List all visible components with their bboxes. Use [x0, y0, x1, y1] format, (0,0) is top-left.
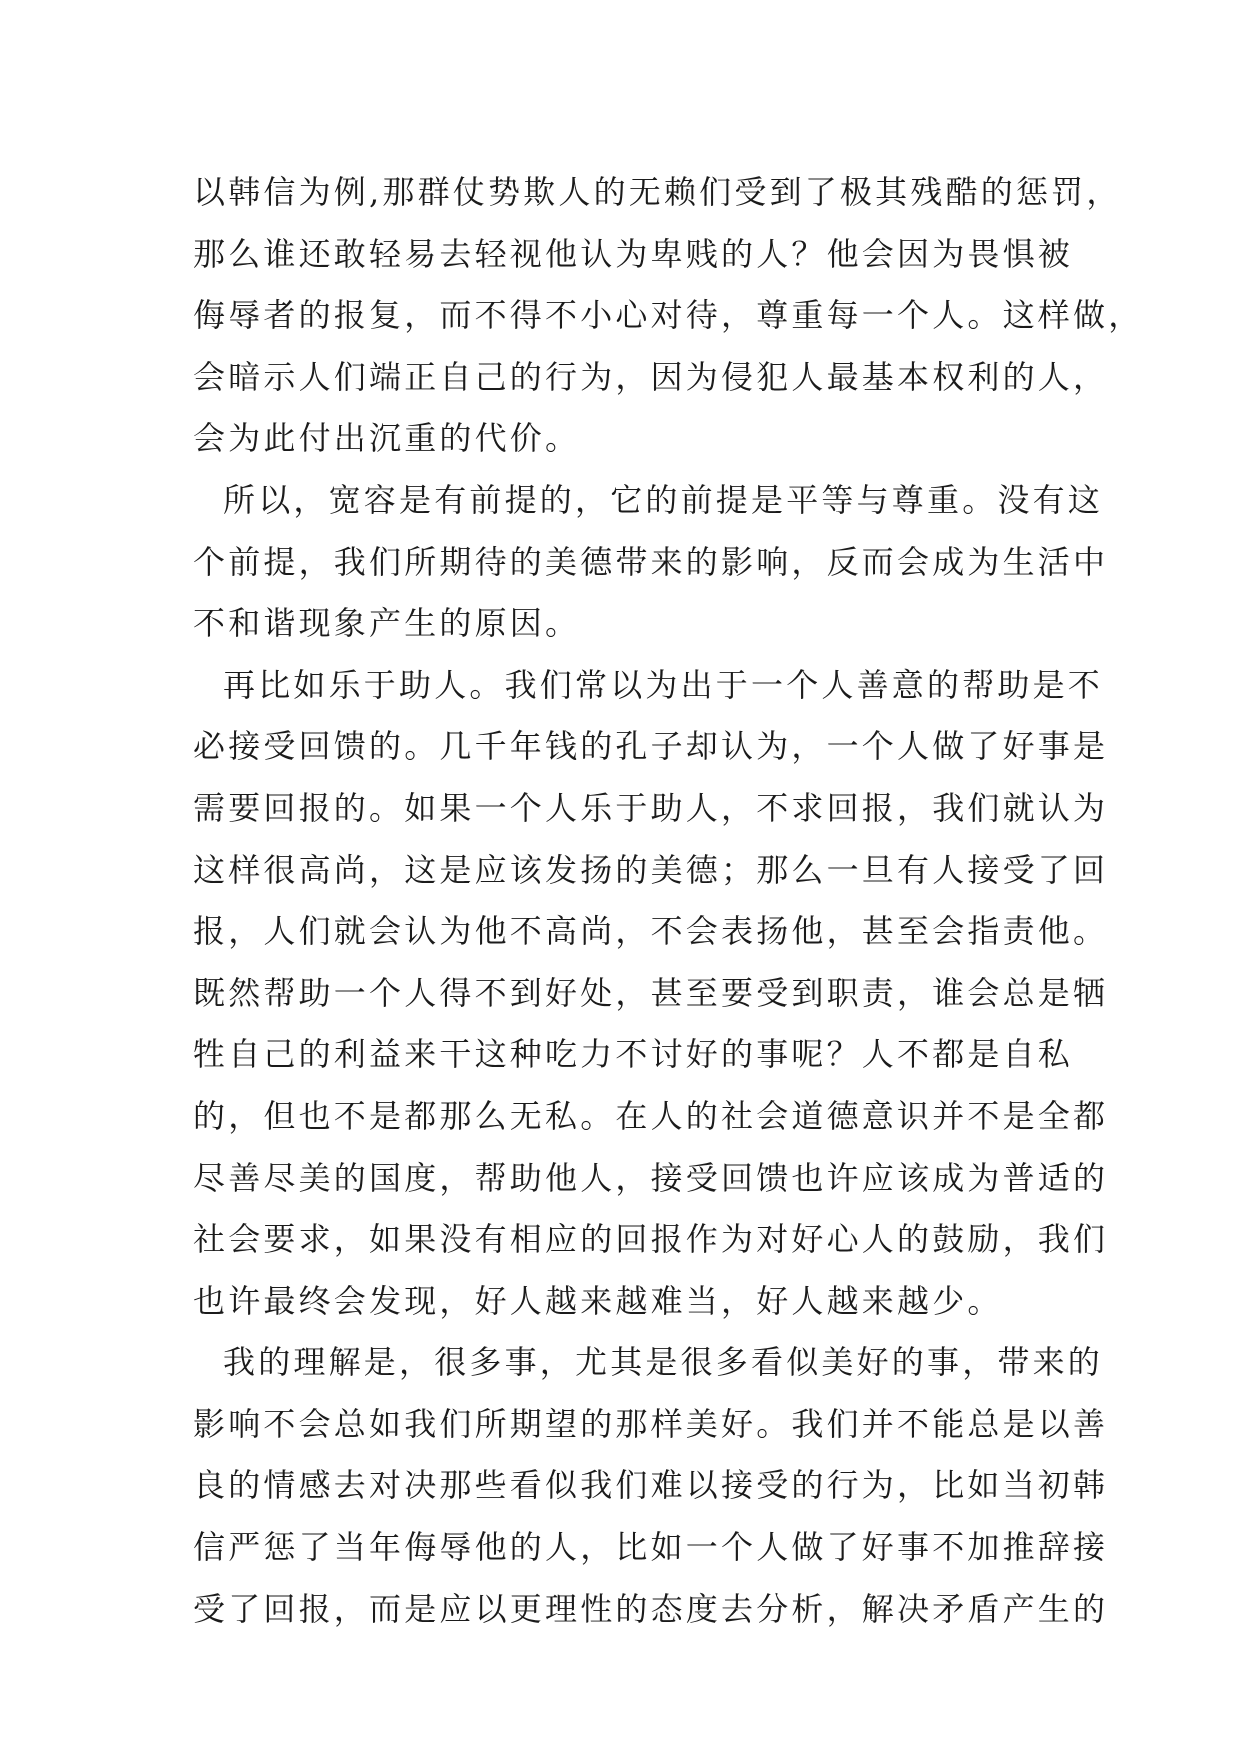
text-line: 我的理解是，很多事，尤其是很多看似美好的事，带来的 [223, 1343, 1104, 1382]
text-line: 会为此付出沉重的代价。 [193, 419, 581, 458]
text-line: 也许最终会发现，好人越来越难当，好人越来越少。 [193, 1281, 1003, 1320]
text-line: 尽善尽美的国度，帮助他人，接受回馈也许应该成为普适的 [193, 1158, 1109, 1197]
text-line: 既然帮助一个人得不到好处，甚至要受到职责，谁会总是牺 [193, 973, 1109, 1012]
text-line: 必接受回馈的。几千年钱的孔子却认为，一个人做了好事是 [193, 727, 1109, 766]
text-line: 牲自己的利益来干这种吃力不讨好的事呢？人不都是自私 [193, 1035, 1074, 1074]
text-line: 需要回报的。如果一个人乐于助人，不求回报，我们就认为 [193, 788, 1109, 827]
essay-text [193, 162, 1144, 1640]
text-line: 报，人们就会认为他不高尚，不会表扬他，甚至会指责他。 [193, 912, 1109, 951]
text-line: 良的情感去对决那些看似我们难以接受的行为，比如当初韩 [193, 1466, 1109, 1505]
text-line: 侮辱者的报复，而不得不小心对待，尊重每一个人。这样做， [193, 296, 1144, 335]
text-line: 再比如乐于助人。我们常以为出于一个人善意的帮助是不 [223, 665, 1104, 704]
text-line: 不和谐现象产生的原因。 [193, 604, 581, 643]
text-line: 的，但也不是都那么无私。在人的社会道德意识并不是全都 [193, 1096, 1109, 1135]
text-line: 会暗示人们端正自己的行为，因为侵犯人最基本权利的人， [193, 357, 1109, 396]
text-line: 所以，宽容是有前提的，它的前提是平等与尊重。没有这 [223, 480, 1104, 519]
text-line: 以韩信为例,那群仗势欺人的无赖们受到了极其残酷的惩罚， [193, 173, 1122, 211]
text-line: 信严惩了当年侮辱他的人，比如一个人做了好事不加推辞接 [193, 1528, 1109, 1567]
text-line: 那么谁还敢轻易去轻视他认为卑贱的人？他会因为畏惧被 [193, 234, 1074, 273]
text-line: 这样很高尚，这是应该发扬的美德；那么一旦有人接受了回 [193, 850, 1109, 889]
text-line: 受了回报，而是应以更理性的态度去分析，解决矛盾产生的 [193, 1589, 1109, 1628]
text-line: 影响不会总如我们所期望的那样美好。我们并不能总是以善 [193, 1404, 1109, 1443]
text-line: 个前提，我们所期待的美德带来的影响，反而会成为生活中 [193, 542, 1109, 581]
text-line: 社会要求，如果没有相应的回报作为对好心人的鼓励，我们 [193, 1220, 1109, 1259]
